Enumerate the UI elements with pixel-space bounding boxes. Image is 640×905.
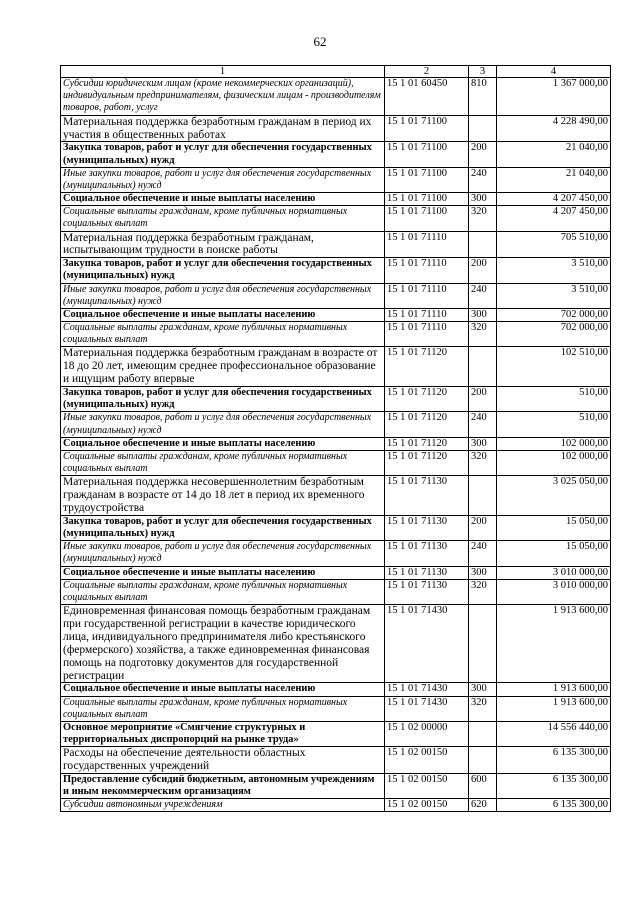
row-name: Социальные выплаты гражданам, кроме публичных нормативных социальных выплат <box>61 579 385 604</box>
table-row <box>61 696 611 721</box>
row-expense-type: 200 <box>469 258 497 283</box>
row-sum: 510,00 <box>497 387 611 412</box>
row-target-code: 15 1 01 71100 <box>385 115 469 142</box>
row-target-code: 15 1 01 71100 <box>385 193 469 206</box>
row-sum: 102 000,00 <box>497 450 611 475</box>
row-expense-type: 320 <box>469 206 497 231</box>
row-sum: 102 000,00 <box>497 437 611 450</box>
table-row <box>61 541 611 566</box>
table-row <box>61 231 611 258</box>
row-sum: 14 556 440,00 <box>497 721 611 746</box>
table-row <box>61 605 611 683</box>
row-sum: 3 510,00 <box>497 258 611 283</box>
row-expense-type: 300 <box>469 308 497 321</box>
row-name: Социальные выплаты гражданам, кроме публичных нормативных социальных выплат <box>61 322 385 347</box>
row-name: Социальные выплаты гражданам, кроме публичных нормативных социальных выплат <box>61 450 385 475</box>
table-row <box>61 579 611 604</box>
row-sum: 1 913 600,00 <box>497 605 611 683</box>
row-target-code: 15 1 01 71430 <box>385 605 469 683</box>
row-name: Социальные выплаты гражданам, кроме публичных нормативных социальных выплат <box>61 696 385 721</box>
table-row <box>61 115 611 142</box>
row-name: Материальная поддержка безработным гражданам в период их участия в общественных работах <box>61 115 385 142</box>
row-name: Закупка товаров, работ и услуг для обеспечения государственных (муниципальных) нужд <box>61 258 385 283</box>
row-name: Материальная поддержка безработным гражданам в возрасте от 18 до 20 лет, имеющим среднее профессиональное образование и ищущим работу впервые <box>61 347 385 387</box>
budget-table-body <box>61 78 611 812</box>
table-row <box>61 683 611 696</box>
row-expense-type: 200 <box>469 387 497 412</box>
table-row <box>61 387 611 412</box>
row-target-code: 15 1 01 71430 <box>385 683 469 696</box>
row-target-code: 15 1 01 71110 <box>385 322 469 347</box>
row-sum: 21 040,00 <box>497 142 611 167</box>
table-row <box>61 721 611 746</box>
row-target-code: 15 1 01 71130 <box>385 541 469 566</box>
row-sum: 102 510,00 <box>497 347 611 387</box>
row-name: Материальная поддержка несовершеннолетним безработным гражданам в возрасте от 14 до 18 лет в период их временного трудоустройства <box>61 476 385 516</box>
table-row <box>61 747 611 774</box>
row-expense-type: 320 <box>469 322 497 347</box>
table-row <box>61 412 611 437</box>
row-sum: 3 010 000,00 <box>497 579 611 604</box>
row-sum: 4 207 450,00 <box>497 193 611 206</box>
row-target-code: 15 1 01 71120 <box>385 387 469 412</box>
row-target-code: 15 1 01 71130 <box>385 515 469 540</box>
row-expense-type: 810 <box>469 78 497 116</box>
budget-table <box>60 65 611 812</box>
table-row <box>61 773 611 798</box>
row-expense-type: 240 <box>469 541 497 566</box>
row-target-code: 15 1 01 71100 <box>385 167 469 192</box>
table-row <box>61 308 611 321</box>
row-name: Расходы на обеспечение деятельности областных государственных учреждений <box>61 747 385 774</box>
row-expense-type: 240 <box>469 412 497 437</box>
row-target-code: 15 1 01 71130 <box>385 476 469 516</box>
row-target-code: 15 1 01 71120 <box>385 347 469 387</box>
table-row <box>61 566 611 579</box>
row-target-code: 15 1 02 00000 <box>385 721 469 746</box>
row-name: Социальные выплаты гражданам, кроме публичных нормативных социальных выплат <box>61 206 385 231</box>
row-sum: 705 510,00 <box>497 231 611 258</box>
table-row <box>61 142 611 167</box>
row-expense-type: 200 <box>469 142 497 167</box>
row-expense-type <box>469 605 497 683</box>
column-number-row <box>61 66 611 78</box>
row-sum: 3 510,00 <box>497 283 611 308</box>
row-name: Социальное обеспечение и иные выплаты населению <box>61 683 385 696</box>
row-expense-type <box>469 347 497 387</box>
table-row <box>61 450 611 475</box>
table-row <box>61 476 611 516</box>
row-expense-type: 320 <box>469 696 497 721</box>
row-target-code: 15 1 01 71120 <box>385 450 469 475</box>
column-number-sum: 4 <box>497 66 611 78</box>
row-expense-type: 300 <box>469 566 497 579</box>
row-name: Субсидии юридическим лицам (кроме некоммерческих организаций), индивидуальным предпринимателям, физическим лицам - производителям товаров, работ, услуг <box>61 78 385 116</box>
column-number-code: 2 <box>385 66 469 78</box>
row-target-code: 15 1 01 71110 <box>385 308 469 321</box>
row-expense-type <box>469 231 497 258</box>
row-sum: 1 913 600,00 <box>497 683 611 696</box>
row-sum: 4 207 450,00 <box>497 206 611 231</box>
page-number: 62 <box>313 34 327 49</box>
row-target-code: 15 1 01 71130 <box>385 579 469 604</box>
row-target-code: 15 1 01 71120 <box>385 412 469 437</box>
column-number-name: 1 <box>61 66 385 78</box>
row-target-code: 15 1 02 00150 <box>385 747 469 774</box>
table-row <box>61 515 611 540</box>
row-name: Социальное обеспечение и иные выплаты населению <box>61 308 385 321</box>
row-sum: 21 040,00 <box>497 167 611 192</box>
row-sum: 702 000,00 <box>497 308 611 321</box>
row-expense-type: 600 <box>469 773 497 798</box>
row-expense-type: 240 <box>469 283 497 308</box>
row-name: Материальная поддержка безработным гражданам, испытывающим трудности в поиске работы <box>61 231 385 258</box>
row-name: Предоставление субсидий бюджетным, автономным учреждениям и иным некоммерческим организациям <box>61 773 385 798</box>
row-name: Иные закупки товаров, работ и услуг для обеспечения государственных (муниципальных) нужд <box>61 541 385 566</box>
row-expense-type: 620 <box>469 799 497 812</box>
table-row <box>61 206 611 231</box>
row-name: Иные закупки товаров, работ и услуг для обеспечения государственных (муниципальных) нужд <box>61 283 385 308</box>
row-target-code: 15 1 02 00150 <box>385 773 469 798</box>
row-name: Закупка товаров, работ и услуг для обеспечения государственных (муниципальных) нужд <box>61 515 385 540</box>
row-sum: 4 228 490,00 <box>497 115 611 142</box>
row-expense-type: 300 <box>469 437 497 450</box>
row-name: Иные закупки товаров, работ и услуг для обеспечения государственных (муниципальных) нужд <box>61 412 385 437</box>
row-expense-type: 300 <box>469 683 497 696</box>
row-name: Иные закупки товаров, работ и услуг для обеспечения государственных (муниципальных) нужд <box>61 167 385 192</box>
row-target-code: 15 1 01 71110 <box>385 258 469 283</box>
table-row <box>61 167 611 192</box>
row-expense-type <box>469 115 497 142</box>
row-name: Единовременная финансовая помощь безработным гражданам при государственной регистрации в качестве юридического лица, индивидуального предпринимателя либо крестьянского (фермерского) хозяйства, а также единовременная финансовая помощь на подготовку документов для государственной регистрации <box>61 605 385 683</box>
table-row <box>61 283 611 308</box>
table-row <box>61 78 611 116</box>
row-target-code: 15 1 01 71130 <box>385 566 469 579</box>
row-sum: 3 025 050,00 <box>497 476 611 516</box>
row-sum: 15 050,00 <box>497 515 611 540</box>
row-name: Социальное обеспечение и иные выплаты населению <box>61 193 385 206</box>
row-target-code: 15 1 02 00150 <box>385 799 469 812</box>
row-expense-type: 200 <box>469 515 497 540</box>
row-target-code: 15 1 01 71100 <box>385 142 469 167</box>
row-target-code: 15 1 01 71110 <box>385 283 469 308</box>
row-target-code: 15 1 01 71100 <box>385 206 469 231</box>
row-expense-type <box>469 476 497 516</box>
table-row <box>61 193 611 206</box>
row-target-code: 15 1 01 71430 <box>385 696 469 721</box>
row-name: Закупка товаров, работ и услуг для обеспечения государственных (муниципальных) нужд <box>61 387 385 412</box>
row-expense-type <box>469 721 497 746</box>
row-target-code: 15 1 01 60450 <box>385 78 469 116</box>
row-sum: 6 135 300,00 <box>497 799 611 812</box>
row-expense-type <box>469 747 497 774</box>
row-sum: 15 050,00 <box>497 541 611 566</box>
table-row <box>61 347 611 387</box>
row-name: Субсидии автономным учреждениям <box>61 799 385 812</box>
row-sum: 1 913 600,00 <box>497 696 611 721</box>
row-target-code: 15 1 01 71120 <box>385 437 469 450</box>
row-sum: 6 135 300,00 <box>497 747 611 774</box>
row-expense-type: 240 <box>469 167 497 192</box>
row-expense-type: 300 <box>469 193 497 206</box>
row-target-code: 15 1 01 71110 <box>385 231 469 258</box>
row-sum: 1 367 000,00 <box>497 78 611 116</box>
column-number-expense-type: 3 <box>469 66 497 78</box>
row-name: Закупка товаров, работ и услуг для обеспечения государственных (муниципальных) нужд <box>61 142 385 167</box>
row-sum: 510,00 <box>497 412 611 437</box>
row-sum: 702 000,00 <box>497 322 611 347</box>
row-name: Основное мероприятие «Смягчение структурных и территориальных диспропорций на рынке труда» <box>61 721 385 746</box>
row-expense-type: 320 <box>469 450 497 475</box>
table-row <box>61 322 611 347</box>
row-sum: 3 010 000,00 <box>497 566 611 579</box>
row-expense-type: 320 <box>469 579 497 604</box>
table-row <box>61 799 611 812</box>
row-name: Социальное обеспечение и иные выплаты населению <box>61 566 385 579</box>
row-sum: 6 135 300,00 <box>497 773 611 798</box>
table-row <box>61 437 611 450</box>
table-row <box>61 258 611 283</box>
row-name: Социальное обеспечение и иные выплаты населению <box>61 437 385 450</box>
